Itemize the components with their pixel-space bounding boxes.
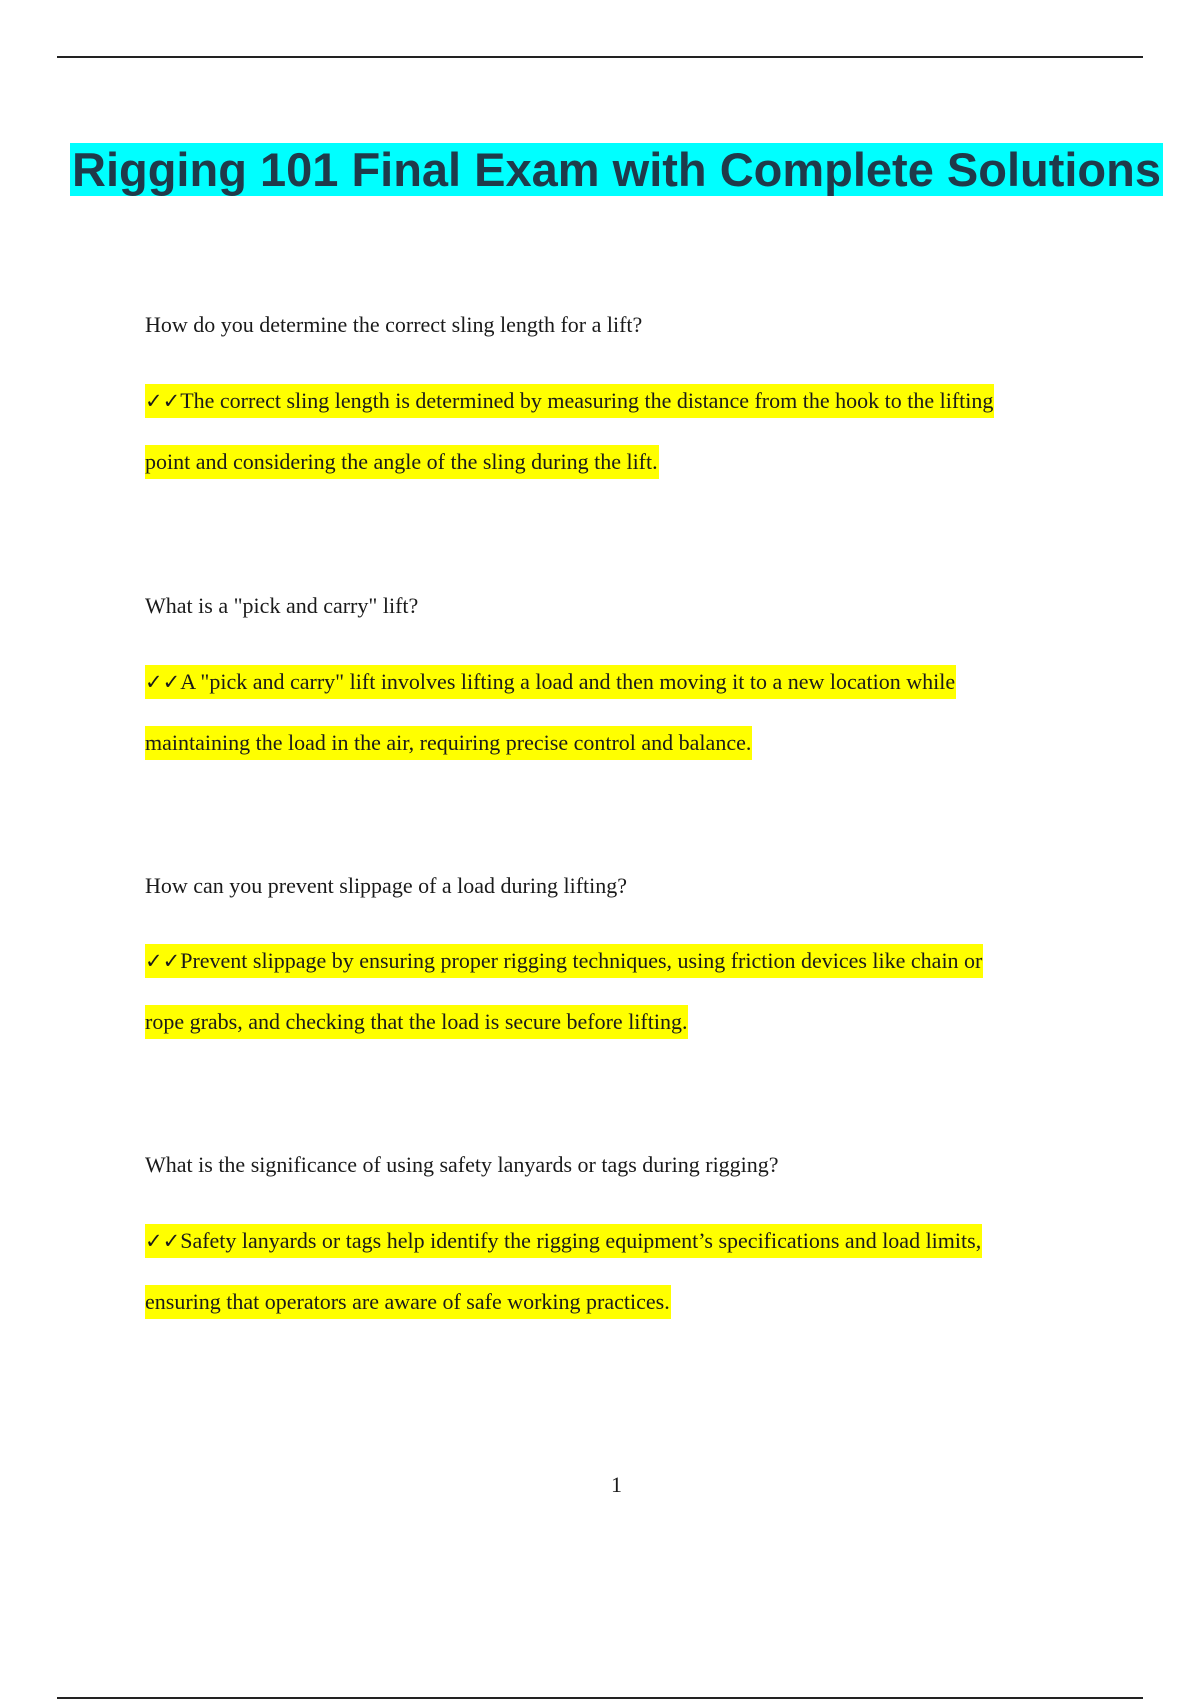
question-3: How can you prevent slippage of a load during lifting?: [145, 873, 628, 898]
check-mark-icon: ✓✓: [145, 389, 181, 413]
answer-3-line-1: ✓✓Prevent slippage by ensuring proper rigging techniques, using friction devices like chain or: [145, 944, 983, 978]
answer-4-line-2: ensuring that operators are aware of safe working practices.: [145, 1285, 671, 1319]
check-mark-icon: ✓✓: [145, 670, 181, 694]
page-number: 1: [611, 1472, 622, 1497]
question-1: How do you determine the correct sling length for a lift?: [145, 312, 643, 337]
answer-4-line-1: ✓✓Safety lanyards or tags help identify the rigging equipment’s specifications and load limits,: [145, 1224, 982, 1258]
answer-2-line-1: ✓✓A "pick and carry" lift involves lifting a load and then moving it to a new location while: [145, 665, 956, 699]
question-4: What is the significance of using safety lanyards or tags during rigging?: [145, 1152, 779, 1177]
page-title: [0, 142, 1200, 197]
answer-3-line-2: rope grabs, and checking that the load is secure before lifting.: [145, 1005, 688, 1039]
check-mark-icon: ✓✓: [145, 1229, 181, 1253]
answer-1-line-1: ✓✓The correct sling length is determined by measuring the distance from the hook to the lifting: [145, 384, 994, 418]
answer-2-line-2: maintaining the load in the air, requiring precise control and balance.: [145, 726, 752, 760]
footer-rule: [57, 1697, 1143, 1699]
title-text: Rigging 101 Final Exam with Complete Solutions: [72, 143, 1161, 196]
answer-1-line-2: point and considering the angle of the sling during the lift.: [145, 445, 659, 479]
title-highlight: [70, 143, 1163, 196]
header-rule: [57, 56, 1143, 58]
check-mark-icon: ✓✓: [145, 949, 181, 973]
question-2: What is a "pick and carry" lift?: [145, 593, 419, 618]
